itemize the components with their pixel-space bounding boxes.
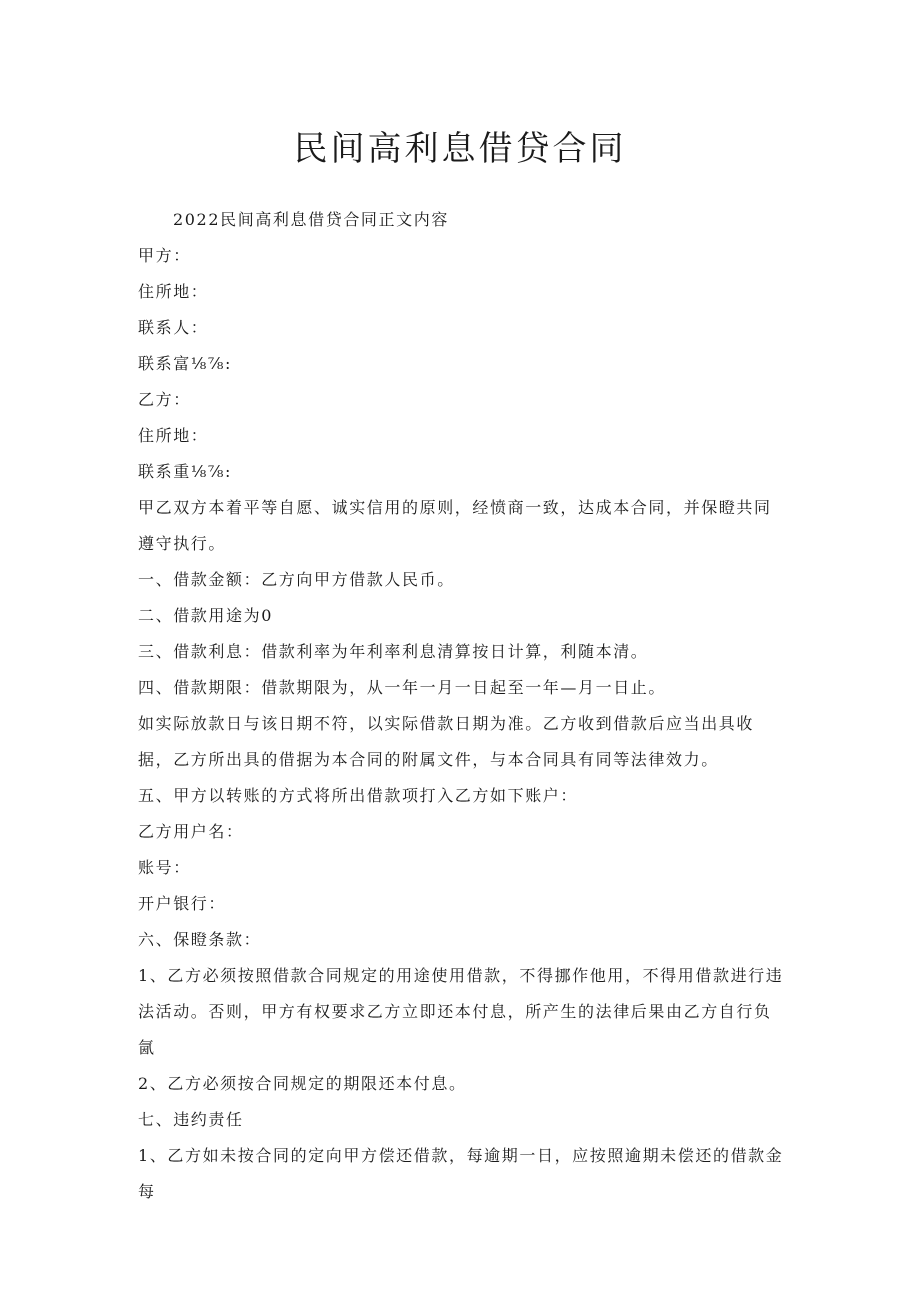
bank-label: 开户银行： — [138, 894, 227, 913]
party-b-phone-label: 联系重⅛⅞: — [138, 462, 233, 481]
guarantee-item-1: 1、乙方必须按照借款合同规定的用途使用借款，不得挪作他用，不得用借款进行违法活动。否则，甲方有权要求乙方立即还本付息，所产生的法律后果由乙方自行负氤 — [138, 966, 784, 1057]
agreement-preamble: 甲乙双方本着平等自愿、诚实信用的原则，经愤商一致，达成本合同，并保瞪共同遵守执行。 — [138, 498, 772, 553]
clause-guarantee-heading: 六、保瞪条款： — [138, 930, 262, 949]
party-a-contact-label: 联系人： — [138, 318, 209, 337]
account-number-label: 账号： — [138, 858, 191, 877]
guarantee-item-2: 2、乙方必须按合同规定的期限还本付息。 — [138, 1074, 467, 1093]
party-b-account-name-label: 乙方用户名： — [138, 822, 244, 841]
party-a-label: 甲方： — [138, 246, 191, 265]
subtitle-line: 2022民间高利息借贷合同正文内容 — [173, 210, 449, 229]
clause-transfer: 五、甲方以转账的方式将所出借款项打入乙方如下账户： — [138, 786, 579, 805]
clause-loan-purpose: 二、借款用途为0 — [138, 606, 273, 625]
clause-loan-amount: 一、借款金额：乙方向甲方借款人民币。 — [138, 570, 455, 589]
party-a-address-label: 住所地： — [138, 282, 209, 301]
clause-loan-interest: 三、借款利息：借款利率为年利率利息清算按日计算，利随本清。 — [138, 642, 649, 661]
clause-loan-term-note: 如实际放款日与该日期不符，以实际借款日期为准。乙方收到借款后应当出具收据，乙方所出具的借据为本合同的附属文件，与本合同具有同等法律效力。 — [138, 714, 755, 769]
clause-loan-term: 四、借款期限：借款期限为，从一年一月一日起至一年—月一日止。 — [138, 678, 667, 697]
party-b-address-label: 住所地： — [138, 426, 209, 445]
clause-liability-heading: 七、违约责任 — [138, 1110, 244, 1129]
party-a-phone-label: 联系富⅛⅞: — [138, 354, 233, 373]
liability-item-1: 1、乙方如未按合同的定向甲方偿还借款，每逾期一日，应按照逾期未偿还的借款金每 — [138, 1146, 784, 1201]
party-b-label: 乙方： — [138, 390, 191, 409]
document-body — [138, 202, 786, 1210]
document-title: 民间高利息借贷合同 — [293, 129, 627, 169]
